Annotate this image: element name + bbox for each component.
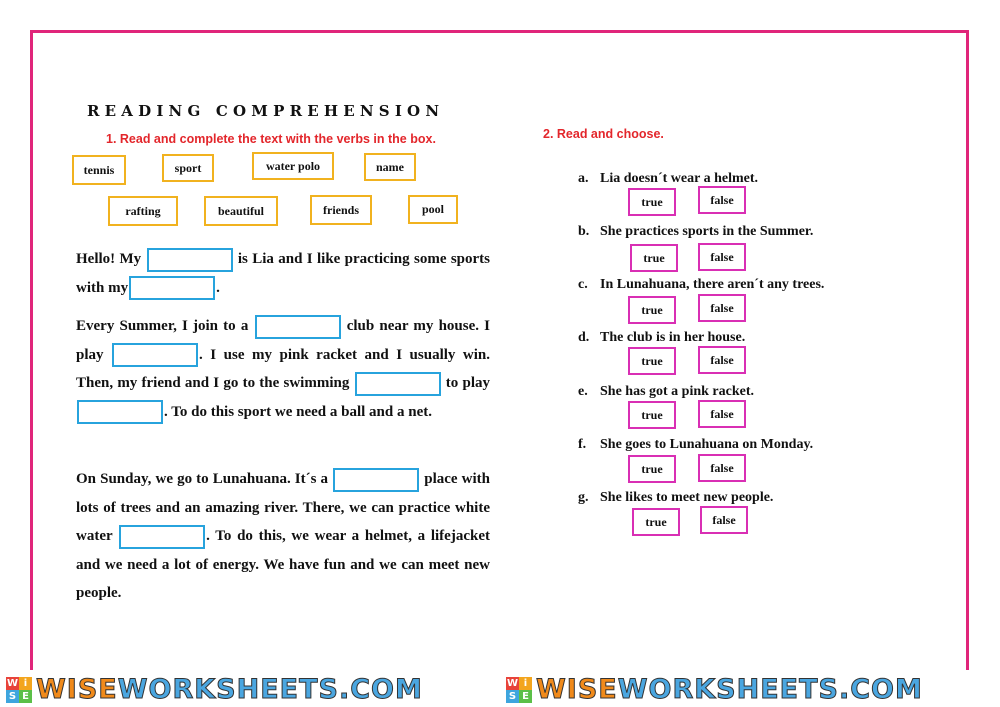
word-box-water-polo: water polo <box>252 152 334 180</box>
true-option-g[interactable]: true <box>632 508 680 536</box>
word-box-tennis: tennis <box>72 155 126 185</box>
word-box-friends: friends <box>310 195 372 225</box>
word-box-name: name <box>364 153 416 181</box>
true-option-c[interactable]: true <box>628 296 676 324</box>
answer-blank-5[interactable] <box>355 372 441 396</box>
false-option-c[interactable]: false <box>698 294 746 322</box>
instruction-1: 1. Read and complete the text with the verbs in the box. <box>106 132 436 146</box>
true-option-a[interactable]: true <box>628 188 676 216</box>
word-box-pool: pool <box>408 195 458 224</box>
false-option-b[interactable]: false <box>698 243 746 271</box>
brand-logo-2 <box>506 676 923 704</box>
word-box-sport: sport <box>162 154 214 182</box>
paragraph-2: Every Summer, I join to a club near my house. I play . I use my pink racket and I usually win. Then, my friend and I go to the swimming to play . To do this sport we need a ball and a net. <box>76 312 490 426</box>
word-box-beautiful: beautiful <box>204 196 278 226</box>
brand-text: WISEWORKSHEETS.COM <box>36 674 423 705</box>
statement-b: b. She practices sports in the Summer. <box>578 224 814 239</box>
brand-logo-1 <box>6 676 423 704</box>
false-option-a[interactable]: false <box>698 186 746 214</box>
statement-e: e. She has got a pink racket. <box>578 384 755 399</box>
false-option-d[interactable]: false <box>698 346 746 374</box>
paragraph-3: On Sunday, we go to Lunahuana. It´s a place with lots of trees and an amazing river. There, we can practice white water . To do this, we wear a helmet, a lifejacket and we need a lot of energy. We have fun and we can meet new people. <box>76 465 490 608</box>
instruction-2: 2. Read and choose. <box>543 127 664 141</box>
false-option-f[interactable]: false <box>698 454 746 482</box>
true-option-f[interactable]: true <box>628 455 676 483</box>
true-option-b[interactable]: true <box>630 244 678 272</box>
statement-f: f. She goes to Lunahuana on Monday. <box>578 437 814 452</box>
statement-d: d. The club is in her house. <box>578 330 746 345</box>
answer-blank-1[interactable] <box>147 248 233 272</box>
brand-text: WISEWORKSHEETS.COM <box>536 674 923 705</box>
true-option-e[interactable]: true <box>628 401 676 429</box>
false-option-e[interactable]: false <box>698 400 746 428</box>
logo-cube-icon: W i S E <box>506 677 532 703</box>
statement-a: a. Lia doesn´t wear a helmet. <box>578 171 758 186</box>
true-option-d[interactable]: true <box>628 347 676 375</box>
false-option-g[interactable]: false <box>700 506 748 534</box>
answer-blank-4[interactable] <box>112 343 198 367</box>
answer-blank-8[interactable] <box>119 525 205 549</box>
answer-blank-6[interactable] <box>77 400 163 424</box>
statement-c: c. In Lunahuana, there aren´t any trees. <box>578 277 825 292</box>
page-title: READING COMPREHENSION <box>87 102 445 120</box>
answer-blank-3[interactable] <box>255 315 341 339</box>
statement-g: g. She likes to meet new people. <box>578 490 774 505</box>
logo-cube-icon: W i S E <box>6 677 32 703</box>
word-box-rafting: rafting <box>108 196 178 226</box>
answer-blank-2[interactable] <box>129 276 215 300</box>
paragraph-1: Hello! My is Lia and I like practicing some sports with my . <box>76 245 490 302</box>
answer-blank-7[interactable] <box>333 468 419 492</box>
